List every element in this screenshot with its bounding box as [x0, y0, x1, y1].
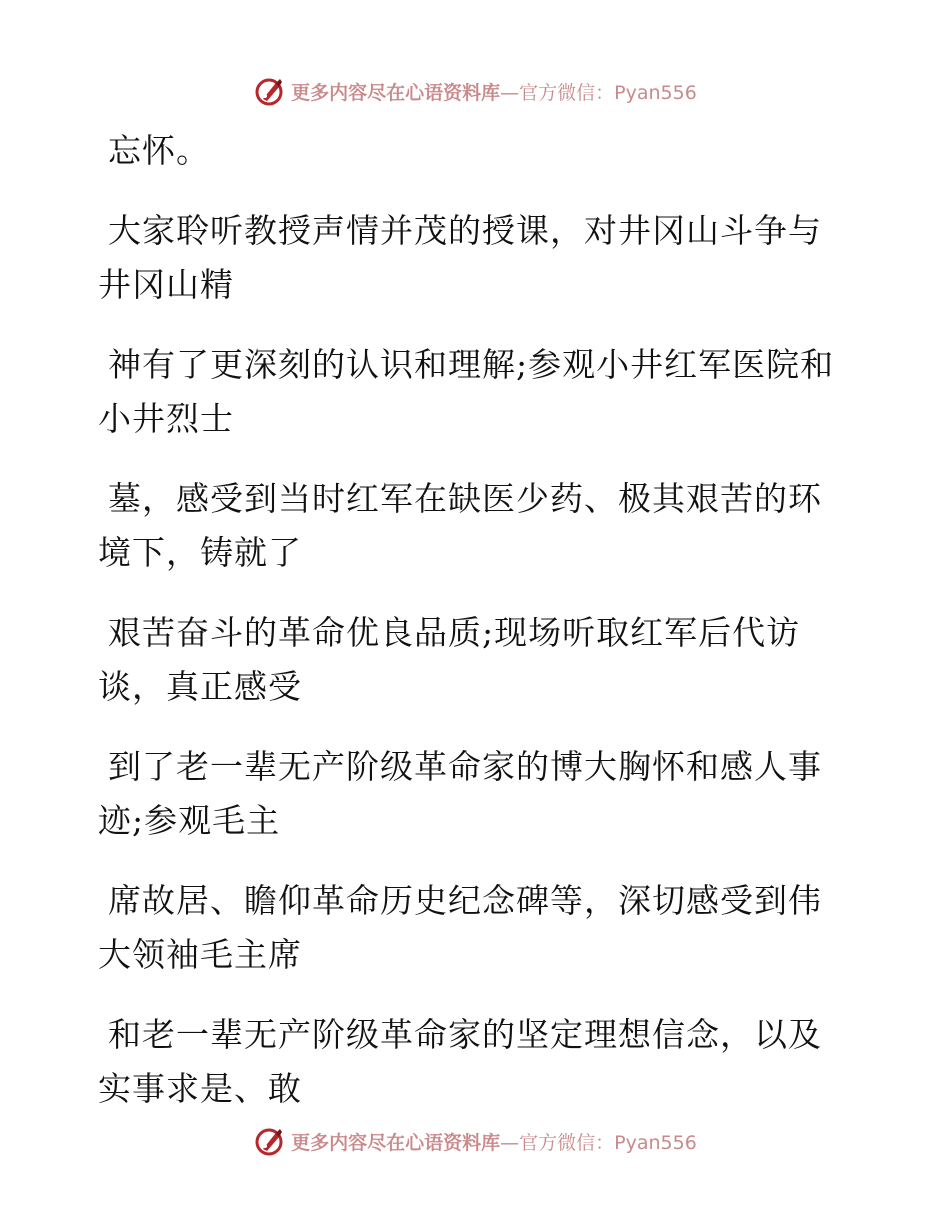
paragraph	[98, 124, 858, 178]
paragraph	[98, 472, 858, 580]
footer-banner	[0, 1121, 950, 1161]
footer-site-text: 更多内容尽在心语资料库	[291, 1131, 501, 1154]
text-line: 墓，感受到当时红军在缺医少药、极其艰苦的环	[108, 479, 822, 518]
text-line: 和老一辈无产阶级革命家的坚定理想信念，以及	[108, 1015, 822, 1054]
text-line: 席故居、瞻仰革命历史纪念碑等，深切感受到伟	[108, 881, 822, 920]
paragraph	[98, 1008, 858, 1116]
paragraph	[98, 740, 858, 848]
text-line: 境下，铸就了	[98, 533, 302, 572]
text-line: 大领袖毛主席	[98, 935, 302, 974]
text-line: 大家聆听教授声情并茂的授课，对井冈山斗争与	[108, 211, 822, 250]
text-line: 井冈山精	[98, 265, 234, 304]
paragraph	[98, 338, 858, 446]
header-site-text: 更多内容尽在心语资料库	[291, 81, 501, 104]
header-banner	[0, 71, 950, 111]
footer-text	[291, 1128, 697, 1155]
paragraph	[98, 204, 858, 312]
pen-logo-icon	[253, 75, 285, 107]
text-line: 实事求是、敢	[98, 1069, 302, 1108]
footer-wechat-text: 官方微信：Pyan556	[519, 1131, 697, 1154]
header-wechat-text: 官方微信：Pyan556	[519, 81, 697, 104]
text-line: 小井烈士	[98, 399, 234, 438]
paragraph	[98, 874, 858, 982]
text-line: 神有了更深刻的认识和理解;参观小井红军医院和	[108, 345, 835, 384]
footer-separator: —	[500, 1131, 520, 1154]
paragraph	[98, 606, 858, 714]
document-body	[98, 124, 858, 1116]
pen-logo-icon	[253, 1125, 285, 1157]
text-line: 艰苦奋斗的革命优良品质;现场听取红军后代访	[108, 613, 801, 652]
text-line: 迹;参观毛主	[98, 801, 281, 840]
header-text	[291, 78, 697, 105]
header-separator: —	[500, 81, 520, 104]
text-line: 忘怀。	[108, 131, 210, 170]
text-line: 到了老一辈无产阶级革命家的博大胸怀和感人事	[108, 747, 822, 786]
text-line: 谈，真正感受	[98, 667, 302, 706]
